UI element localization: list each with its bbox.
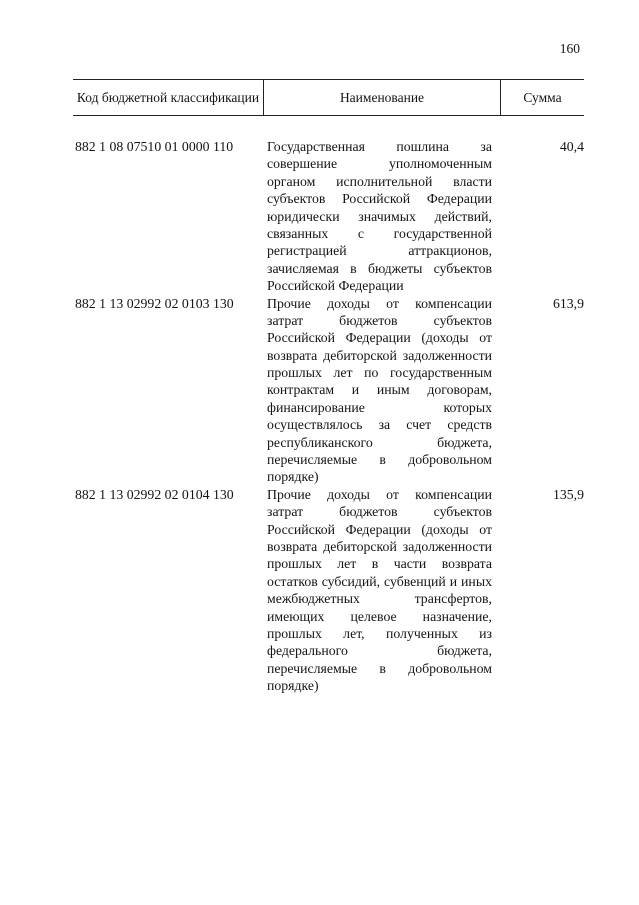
income-name: Прочие доходы от компенсации затрат бюджетов субъектов Российской Федерации (доходы от возврата дебиторской задолженности прошлых лет в части возврата остатков субсидий, субвенций и иных межбюджетных трансфертов, имеющих целевое назначение, прошлых лет, полученных из федерального бюджета, перечисляемые в добровольном порядке) [267,486,492,694]
table-row [73,486,584,695]
amount: 40,4 [559,139,584,154]
table-header [73,79,584,116]
table-row [73,138,584,295]
header-sum-column: Сумма [500,80,584,115]
income-name: Прочие доходы от компенсации затрат бюджетов субъектов Российской Федерации (доходы от возврата дебиторской задолженности прошлых лет по государственным контрактам и иным договорам, финансирование которых осуществлялось за счет средств республиканского бюджета, перечисляемые в добровольном порядке) [267,295,492,485]
table-row [73,295,584,486]
amount: 613,9 [552,295,584,311]
table-body [73,138,584,695]
page-number: 160 [559,41,580,56]
budget-code: 882 1 13 02992 02 0103 130 [75,295,234,311]
header-code-column: Код бюджетной классификации [76,89,260,105]
header-name-column: Наименование [263,80,500,115]
amount: 135,9 [552,486,584,502]
budget-code: 882 1 08 07510 01 0000 110 [75,139,234,154]
budget-code: 882 1 13 02992 02 0104 130 [75,486,234,502]
income-name: Государственная пошлина за совершение уполномоченным органом исполнительной власти субъектов Российской Федерации юридически значимых действий, связанных с государственной регистрацией аттракционов, зачисляемая в бюджеты субъектов Российской Федерации [267,139,492,294]
